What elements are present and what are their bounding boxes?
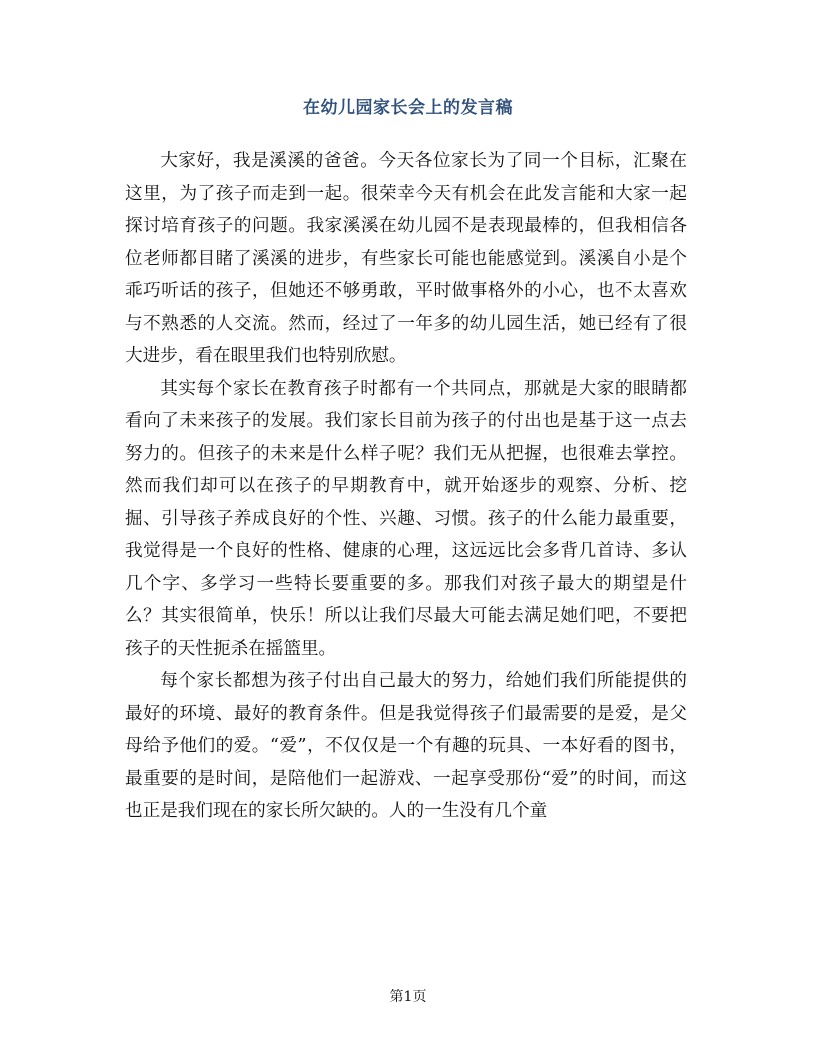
paragraph-3: 每个家长都想为孩子付出自己最大的努力，给她们我们所能提供的最好的环境、最好的教育条件。但是我觉得孩子们最需要的是爱，是父母给予他们的爱。“爱”，不仅仅是一个有趣的玩具、一本好看的图书，最重要的是时间，是陪他们一起游戏、一起享受那份“爱”的时间，而这也正是我们现在的家长所欠缺的。人的一生没有几个童 [125, 671, 687, 821]
paragraph-2: 其实每个家长在教育孩子时都有一个共同点，那就是大家的眼睛都看向了未来孩子的发展。我们家长目前为孩子的付出也是基于这一点去努力的。但孩子的未来是什么样子呢？我们无从把握，也很难去掌控。然而我们却可以在孩子的早期教育中，就开始逐步的观察、分析、挖掘、引导孩子养成良好的个性、兴趣、习惯。孩子的什么能力最重要，我觉得是一个良好的性格、健康的心理，这远远比会多背几首诗、多认几个字、多学习一些特长要重要的多。那我们对孩子最大的期望是什么？其实很简单，快乐！所以让我们尽最大可能去满足她们吧，不要把孩子的天性扼杀在摇篮里。 [125, 378, 687, 659]
page-number: 第1页 [389, 989, 427, 1005]
document-title: 在幼儿园家长会上的发言稿 [303, 98, 513, 118]
paragraph-1: 大家好，我是溪溪的爸爸。今天各位家长为了同一个目标，汇聚在这里，为了孩子而走到一起。很荣幸今天有机会在此发言能和大家一起探讨培育孩子的问题。我家溪溪在幼儿园不是表现最棒的，但我相信各位老师都目睹了溪溪的进步，有些家长可能也能感觉到。溪溪自小是个乖巧听话的孩子，但她还不够勇敢，平时做事格外的小心，也不太喜欢与不熟悉的人交流。然而，经过了一年多的幼儿园生活，她已经有了很大进步，看在眼里我们也特别欣慰。 [125, 151, 687, 366]
document-body [125, 145, 687, 828]
